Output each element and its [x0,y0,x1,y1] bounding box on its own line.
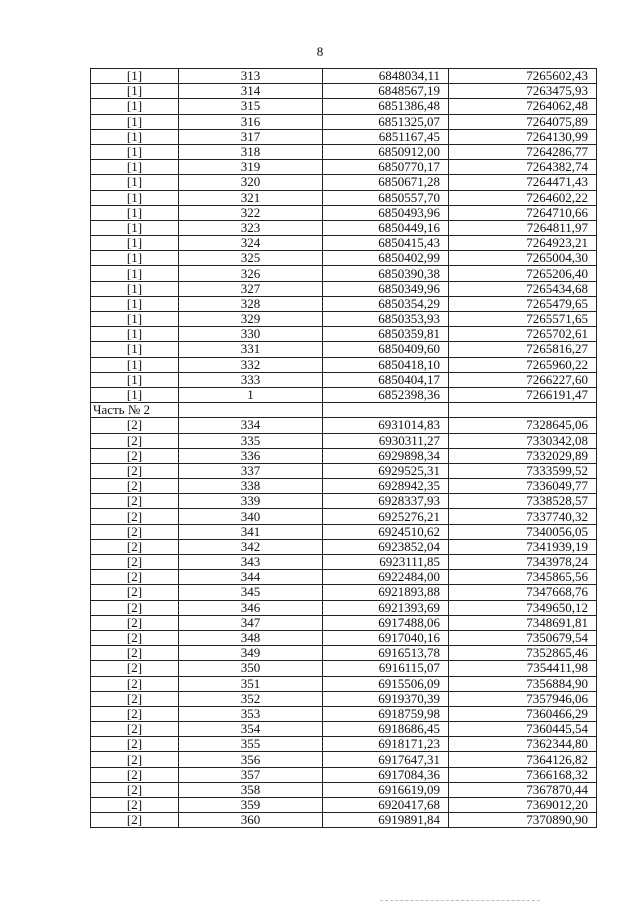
point-number-cell: 342 [179,539,323,554]
table-row [91,372,597,387]
empty-cell [449,403,597,418]
point-number-cell: 345 [179,585,323,600]
part-cell: [2] [91,585,179,600]
x-coordinate-cell: 6916513,78 [323,646,449,661]
part-cell: [2] [91,494,179,509]
y-coordinate-cell: 7264382,74 [449,160,597,175]
y-coordinate-cell: 7264062,48 [449,99,597,114]
table-row [91,266,597,281]
x-coordinate-cell: 6917040,16 [323,630,449,645]
table-row [91,448,597,463]
point-number-cell: 356 [179,752,323,767]
y-coordinate-cell: 7264286,77 [449,144,597,159]
x-coordinate-cell: 6852398,36 [323,387,449,402]
table-row [91,706,597,721]
part-cell: [1] [91,387,179,402]
x-coordinate-cell: 6850912,00 [323,144,449,159]
part-cell: [2] [91,752,179,767]
point-number-cell: 331 [179,342,323,357]
table-row [91,600,597,615]
part-cell: [2] [91,676,179,691]
x-coordinate-cell: 6850415,43 [323,236,449,251]
part-cell: [1] [91,190,179,205]
y-coordinate-cell: 7348691,81 [449,615,597,630]
point-number-cell: 332 [179,357,323,372]
part-cell: [1] [91,175,179,190]
x-coordinate-cell: 6925276,21 [323,509,449,524]
table-row [91,539,597,554]
y-coordinate-cell: 7264710,66 [449,205,597,220]
x-coordinate-cell: 6850359,81 [323,327,449,342]
point-number-cell: 315 [179,99,323,114]
table-row [91,646,597,661]
y-coordinate-cell: 7347668,76 [449,585,597,600]
x-coordinate-cell: 6850404,17 [323,372,449,387]
x-coordinate-cell: 6916115,07 [323,661,449,676]
point-number-cell: 355 [179,737,323,752]
point-number-cell: 337 [179,463,323,478]
y-coordinate-cell: 7341939,19 [449,539,597,554]
x-coordinate-cell: 6918171,23 [323,737,449,752]
part-cell: [1] [91,296,179,311]
part-cell: [2] [91,798,179,813]
table-row [91,327,597,342]
point-number-cell: 322 [179,205,323,220]
point-number-cell: 320 [179,175,323,190]
y-coordinate-cell: 7264602,22 [449,190,597,205]
part-cell: [1] [91,99,179,114]
section-label: Часть № 2 [91,403,179,418]
x-coordinate-cell: 6848034,11 [323,69,449,84]
point-number-cell: 338 [179,479,323,494]
coordinates-table [90,68,597,828]
part-cell: [2] [91,509,179,524]
y-coordinate-cell: 7328645,06 [449,418,597,433]
part-cell: [1] [91,129,179,144]
part-cell: [1] [91,236,179,251]
table-row [91,767,597,782]
x-coordinate-cell: 6917647,31 [323,752,449,767]
point-number-cell: 344 [179,570,323,585]
table-row [91,251,597,266]
point-number-cell: 319 [179,160,323,175]
x-coordinate-cell: 6851325,07 [323,114,449,129]
point-number-cell: 321 [179,190,323,205]
y-coordinate-cell: 7333599,52 [449,463,597,478]
y-coordinate-cell: 7343978,24 [449,555,597,570]
table-row [91,69,597,84]
x-coordinate-cell: 6919891,84 [323,813,449,828]
part-cell: [1] [91,357,179,372]
point-number-cell: 349 [179,646,323,661]
x-coordinate-cell: 6928942,35 [323,479,449,494]
empty-cell [323,403,449,418]
part-cell: [1] [91,220,179,235]
table-row [91,782,597,797]
table-row [91,509,597,524]
point-number-cell: 340 [179,509,323,524]
y-coordinate-cell: 7265434,68 [449,281,597,296]
table-row [91,296,597,311]
page-number: 8 [316,44,324,59]
x-coordinate-cell: 6929525,31 [323,463,449,478]
table-row [91,418,597,433]
x-coordinate-cell: 6850493,96 [323,205,449,220]
part-cell: [2] [91,767,179,782]
table-row [91,114,597,129]
y-coordinate-cell: 7265206,40 [449,266,597,281]
x-coordinate-cell: 6921893,88 [323,585,449,600]
point-number-cell: 343 [179,555,323,570]
point-number-cell: 352 [179,691,323,706]
point-number-cell: 346 [179,600,323,615]
y-coordinate-cell: 7265816,27 [449,342,597,357]
y-coordinate-cell: 7366168,32 [449,767,597,782]
point-number-cell: 347 [179,615,323,630]
table-row [91,357,597,372]
table-row [91,661,597,676]
x-coordinate-cell: 6931014,83 [323,418,449,433]
table-row [91,99,597,114]
part-cell: [2] [91,813,179,828]
y-coordinate-cell: 7367870,44 [449,782,597,797]
y-coordinate-cell: 7356884,90 [449,676,597,691]
x-coordinate-cell: 6850418,10 [323,357,449,372]
part-cell: [1] [91,312,179,327]
point-number-cell: 350 [179,661,323,676]
y-coordinate-cell: 7350679,54 [449,630,597,645]
x-coordinate-cell: 6919370,39 [323,691,449,706]
y-coordinate-cell: 7330342,08 [449,433,597,448]
y-coordinate-cell: 7336049,77 [449,479,597,494]
x-coordinate-cell: 6921393,69 [323,600,449,615]
point-number-cell: 358 [179,782,323,797]
table-row [91,479,597,494]
table-row [91,524,597,539]
part-cell: [2] [91,555,179,570]
x-coordinate-cell: 6918686,45 [323,722,449,737]
point-number-cell: 326 [179,266,323,281]
y-coordinate-cell: 7264130,99 [449,129,597,144]
x-coordinate-cell: 6851167,45 [323,129,449,144]
x-coordinate-cell: 6850353,93 [323,312,449,327]
table-row [91,205,597,220]
table-row [91,236,597,251]
point-number-cell: 313 [179,69,323,84]
part-cell: [2] [91,448,179,463]
y-coordinate-cell: 7364126,82 [449,752,597,767]
part-cell: [2] [91,706,179,721]
part-cell: [2] [91,646,179,661]
point-number-cell: 335 [179,433,323,448]
part-cell: [2] [91,615,179,630]
y-coordinate-cell: 7265960,22 [449,357,597,372]
part-cell: [1] [91,205,179,220]
x-coordinate-cell: 6928337,93 [323,494,449,509]
scan-edge-mark [380,900,540,902]
y-coordinate-cell: 7338528,57 [449,494,597,509]
part-cell: [2] [91,722,179,737]
part-cell: [2] [91,479,179,494]
point-number-cell: 329 [179,312,323,327]
part-cell: [2] [91,661,179,676]
y-coordinate-cell: 7265571,65 [449,312,597,327]
part-cell: [2] [91,539,179,554]
x-coordinate-cell: 6850770,17 [323,160,449,175]
x-coordinate-cell: 6918759,98 [323,706,449,721]
part-cell: [1] [91,114,179,129]
x-coordinate-cell: 6850390,38 [323,266,449,281]
y-coordinate-cell: 7332029,89 [449,448,597,463]
x-coordinate-cell: 6850409,60 [323,342,449,357]
point-number-cell: 359 [179,798,323,813]
table-row [91,676,597,691]
point-number-cell: 317 [179,129,323,144]
y-coordinate-cell: 7352865,46 [449,646,597,661]
point-number-cell: 336 [179,448,323,463]
part-cell: [1] [91,251,179,266]
part-cell: [1] [91,281,179,296]
section-row [91,403,597,418]
point-number-cell: 351 [179,676,323,691]
table-row [91,691,597,706]
x-coordinate-cell: 6851386,48 [323,99,449,114]
y-coordinate-cell: 7360445,54 [449,722,597,737]
point-number-cell: 325 [179,251,323,266]
table-row [91,129,597,144]
point-number-cell: 333 [179,372,323,387]
y-coordinate-cell: 7354411,98 [449,661,597,676]
y-coordinate-cell: 7263475,93 [449,84,597,99]
y-coordinate-cell: 7337740,32 [449,509,597,524]
y-coordinate-cell: 7264923,21 [449,236,597,251]
y-coordinate-cell: 7264811,97 [449,220,597,235]
point-number-cell: 318 [179,144,323,159]
x-coordinate-cell: 6923852,04 [323,539,449,554]
part-cell: [2] [91,463,179,478]
table-row [91,220,597,235]
part-cell: [2] [91,524,179,539]
part-cell: [1] [91,69,179,84]
y-coordinate-cell: 7265479,65 [449,296,597,311]
point-number-cell: 1 [179,387,323,402]
x-coordinate-cell: 6920417,68 [323,798,449,813]
x-coordinate-cell: 6850402,99 [323,251,449,266]
table-row [91,387,597,402]
x-coordinate-cell: 6848567,19 [323,84,449,99]
x-coordinate-cell: 6850671,28 [323,175,449,190]
x-coordinate-cell: 6850557,70 [323,190,449,205]
y-coordinate-cell: 7266227,60 [449,372,597,387]
part-cell: [2] [91,418,179,433]
x-coordinate-cell: 6850449,16 [323,220,449,235]
y-coordinate-cell: 7265702,61 [449,327,597,342]
point-number-cell: 334 [179,418,323,433]
x-coordinate-cell: 6917084,36 [323,767,449,782]
x-coordinate-cell: 6924510,62 [323,524,449,539]
y-coordinate-cell: 7266191,47 [449,387,597,402]
table-row [91,494,597,509]
part-cell: [2] [91,570,179,585]
part-cell: [2] [91,630,179,645]
y-coordinate-cell: 7362344,80 [449,737,597,752]
part-cell: [2] [91,691,179,706]
table-row [91,312,597,327]
y-coordinate-cell: 7370890,90 [449,813,597,828]
point-number-cell: 360 [179,813,323,828]
y-coordinate-cell: 7264075,89 [449,114,597,129]
y-coordinate-cell: 7349650,12 [449,600,597,615]
x-coordinate-cell: 6850354,29 [323,296,449,311]
point-number-cell: 341 [179,524,323,539]
part-cell: [1] [91,327,179,342]
table-row [91,630,597,645]
table-row [91,752,597,767]
table-row [91,144,597,159]
table-row [91,84,597,99]
table-row [91,722,597,737]
point-number-cell: 357 [179,767,323,782]
point-number-cell: 328 [179,296,323,311]
point-number-cell: 348 [179,630,323,645]
point-number-cell: 354 [179,722,323,737]
part-cell: [1] [91,342,179,357]
table-row [91,175,597,190]
part-cell: [1] [91,160,179,175]
table-row [91,555,597,570]
x-coordinate-cell: 6930311,27 [323,433,449,448]
table-row [91,160,597,175]
part-cell: [2] [91,737,179,752]
x-coordinate-cell: 6917488,06 [323,615,449,630]
point-number-cell: 327 [179,281,323,296]
y-coordinate-cell: 7369012,20 [449,798,597,813]
table-row [91,433,597,448]
point-number-cell: 316 [179,114,323,129]
y-coordinate-cell: 7340056,05 [449,524,597,539]
x-coordinate-cell: 6850349,96 [323,281,449,296]
y-coordinate-cell: 7265602,43 [449,69,597,84]
table-row [91,570,597,585]
table-row [91,813,597,828]
table-row [91,585,597,600]
part-cell: [1] [91,372,179,387]
point-number-cell: 339 [179,494,323,509]
point-number-cell: 323 [179,220,323,235]
table-row [91,190,597,205]
y-coordinate-cell: 7360466,29 [449,706,597,721]
table-row [91,342,597,357]
y-coordinate-cell: 7264471,43 [449,175,597,190]
x-coordinate-cell: 6929898,34 [323,448,449,463]
table-row [91,737,597,752]
part-cell: [1] [91,144,179,159]
point-number-cell: 324 [179,236,323,251]
point-number-cell: 314 [179,84,323,99]
part-cell: [2] [91,600,179,615]
part-cell: [2] [91,782,179,797]
x-coordinate-cell: 6915506,09 [323,676,449,691]
point-number-cell: 330 [179,327,323,342]
x-coordinate-cell: 6923111,85 [323,555,449,570]
table-row [91,281,597,296]
x-coordinate-cell: 6916619,09 [323,782,449,797]
part-cell: [2] [91,433,179,448]
table-row [91,615,597,630]
empty-cell [179,403,323,418]
part-cell: [1] [91,266,179,281]
y-coordinate-cell: 7265004,30 [449,251,597,266]
table-row [91,798,597,813]
table-row [91,463,597,478]
point-number-cell: 353 [179,706,323,721]
y-coordinate-cell: 7345865,56 [449,570,597,585]
x-coordinate-cell: 6922484,00 [323,570,449,585]
y-coordinate-cell: 7357946,06 [449,691,597,706]
part-cell: [1] [91,84,179,99]
coordinates-table-body [91,69,597,828]
